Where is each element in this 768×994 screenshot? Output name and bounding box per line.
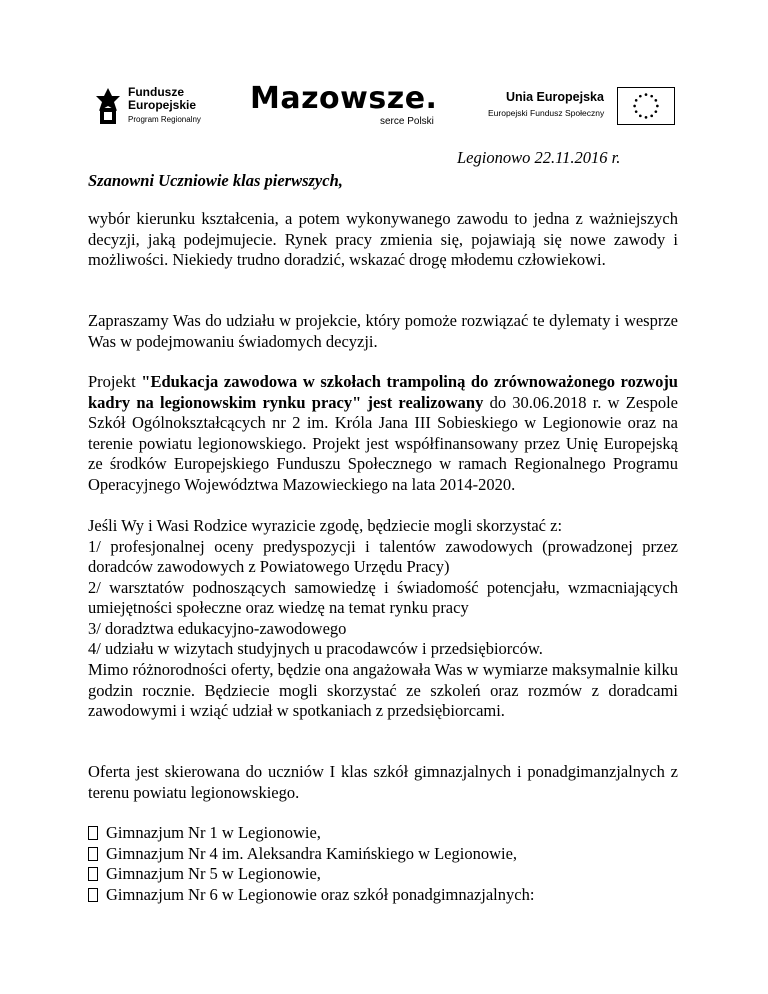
paragraph-4 <box>88 516 678 660</box>
paragraph-3 <box>88 372 678 495</box>
checkbox-icon <box>88 826 98 840</box>
paragraph-2: Zapraszamy Was do udziału w projekcie, który pomoże rozwiązać te dylematy i wesprze Was w podejmowaniu świadomych decyzji. <box>88 311 678 351</box>
letter-date: Legionowo 22.11.2016 r. <box>457 148 621 167</box>
checkbox-icon <box>88 847 98 861</box>
p3-rest: do 30.06.2018 r. w Zespole Szkół Ogólnokształcących nr 2 im. Króla Jana III Sobieskiego w Legionowie oraz na terenie powiatu legionowskiego. Projekt jest współfinansowany przez Unię Europejską ze środków Europejskiego Funduszu Społecznego w ramach Regionalnego Programu Operacyjnego Województwa Mazowieckiego na lata 2014-2020. <box>88 392 678 494</box>
fe-line2: Europejskie <box>128 98 197 112</box>
list-item: Gimnazjum Nr 1 w Legionowie, <box>88 823 678 844</box>
mazowsze-tagline: serce Polski <box>380 116 434 127</box>
list-item: Gimnazjum Nr 4 im. Aleksandra Kamińskiego w Legionowie, <box>88 844 678 865</box>
mazowsze-logo <box>250 82 450 130</box>
p4-item4: 4/ udziału w wizytach studyjnych u pracodawców i przedsiębiorców. <box>88 639 543 658</box>
mazowsze-wordmark: Mazowsze. <box>250 81 438 116</box>
paragraph-5: Mimo różnorodności oferty, będzie ona angażowała Was w wymiarze maksymalnie kilku godzin rocznie. Będziecie mogli skorzystać ze szkoleń oraz rozmów z doradcami zawodowymi i wziąć udział w spotkaniach z przedsiębiorcami. <box>88 660 678 720</box>
p4-item3: 3/ doradztwa edukacyjno-zawodowego <box>88 618 347 638</box>
checkbox-icon <box>88 867 98 881</box>
list-item: Gimnazjum Nr 5 w Legionowie, <box>88 864 678 885</box>
paragraph-1: wybór kierunku kształcenia, a potem wykonywanego zawodu to jedna z ważniejszych decyzji, jaką podejmujecie. Rynek pracy zmienia się, pojawiają się nowe zawody i możliwości. Niekiedy trudno doradzić, wskazać drogę młodemu człowiekowi. <box>88 209 678 269</box>
fundusze-europejskie-logo <box>94 86 201 126</box>
unia-europejska-text <box>488 90 604 118</box>
fe-line1: Fundusze <box>128 85 184 99</box>
fe-star-icon <box>94 86 122 126</box>
paragraph-6: Oferta jest skierowana do uczniów I klas szkół gimnazjalnych i ponadgimanzjalnych z terenu powiatu legionowskiego. <box>88 762 678 802</box>
eu-flag-icon <box>617 87 675 125</box>
p3-project-title: "Edukacja zawodowa w szkołach trampoliną do zrównoważonego rozwoju kadry na legionowskim rynku pracy" jest realizowany <box>88 372 678 412</box>
logo-bar <box>0 82 768 132</box>
list-item: Gimnazjum Nr 6 w Legionowie oraz szkół ponadgimnazjalnych: <box>88 885 678 906</box>
p4-item1: 1/ profesjonalnej oceny predyspozycji i talentów zawodowych (prowadzonej przez doradców zawodowych z Powiatowego Urzędu Pracy) <box>88 536 678 576</box>
checkbox-icon <box>88 888 98 902</box>
p3-lead: Projekt <box>88 372 142 391</box>
ue-line1: Unia Europejska <box>506 90 604 104</box>
fe-line3: Program Regionalny <box>128 115 201 124</box>
ue-line2: Europejski Fundusz Społeczny <box>488 108 605 118</box>
p4-intro: Jeśli Wy i Wasi Rodzice wyrazicie zgodę, będziecie mogli skorzystać z: <box>88 516 563 535</box>
school-list <box>88 823 678 905</box>
p4-item2: 2/ warsztatów podnoszących samowiedzę i świadomość potencjału, wzmacniających umiejętności społeczne oraz wiedzę na temat rynku pracy <box>88 577 678 617</box>
letter-greeting: Szanowni Uczniowie klas pierwszych, <box>88 171 343 190</box>
